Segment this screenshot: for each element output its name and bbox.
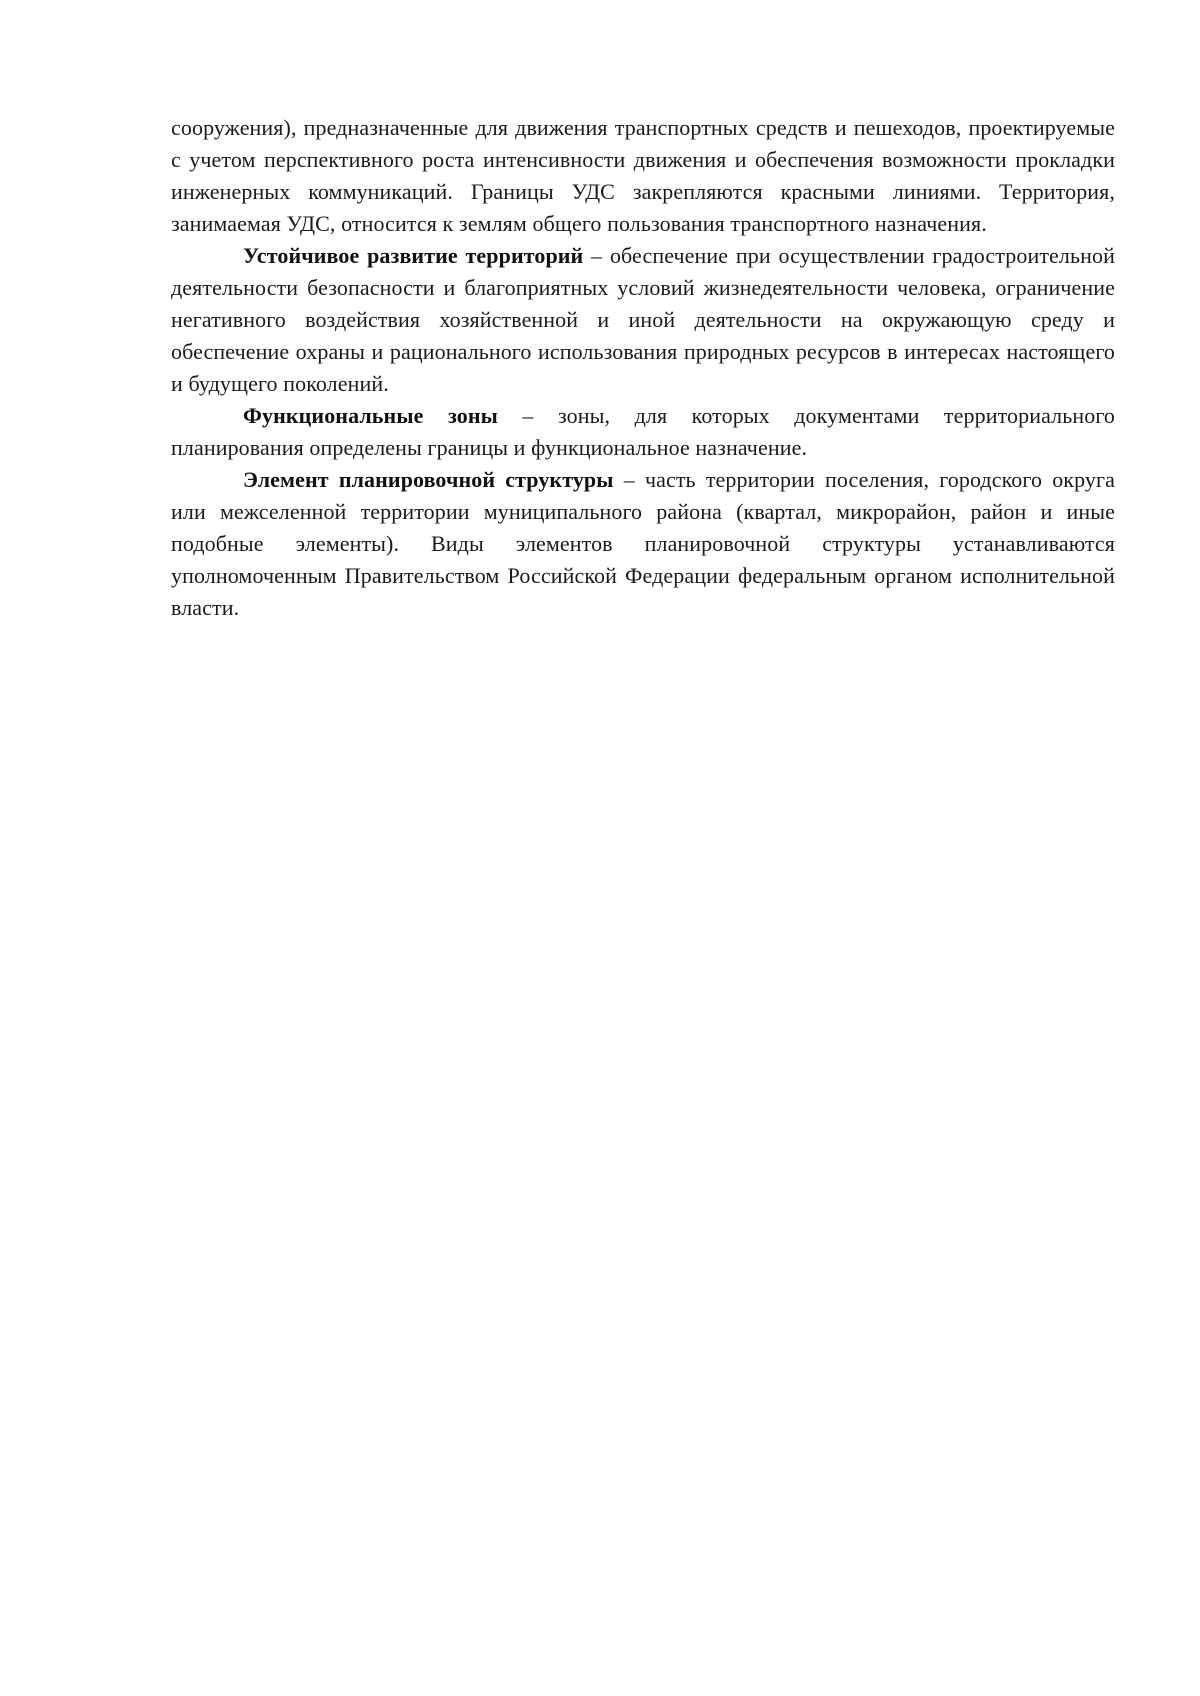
document-body bbox=[171, 112, 1115, 624]
term-sustainable-development: Устойчивое развитие территорий bbox=[243, 243, 584, 268]
definition-functional-zones: – зоны, для которых документами территориального планирования определены границы и функциональное назначение. bbox=[171, 403, 1115, 460]
definition-planning-structure-element: – часть территории поселения, городского округа или межселенной территории муниципального района (квартал, микрорайон, район и иные подобные элементы). Виды элементов планировочной структуры устанавливаются уполномоченным Правительством Российской Федерации федеральным органом исполнительной власти. bbox=[171, 467, 1115, 620]
term-planning-structure-element: Элемент планировочной структуры bbox=[243, 467, 614, 492]
paragraph-text: сооружения), предназначенные для движения транспортных средств и пешеходов, проектируемые с учетом перспективного роста интенсивности движения и обеспечения возможности прокладки инженерных коммуникаций. Границы УДС закрепляются красными линиями. Территория, занимаемая УДС, относится к землям общего пользования транспортного назначения. bbox=[171, 115, 1115, 236]
paragraph-uds-continuation bbox=[171, 112, 1115, 240]
paragraph-functional-zones bbox=[171, 400, 1115, 464]
paragraph-planning-structure-element bbox=[171, 464, 1115, 624]
definition-sustainable-development: – обеспечение при осуществлении градостроительной деятельности безопасности и благоприятных условий жизнедеятельности человека, ограничение негативного воздействия хозяйственной и иной деятельности на окружающую среду и обеспечение охраны и рационального использования природных ресурсов в интересах настоящего и будущего поколений. bbox=[171, 243, 1115, 396]
term-functional-zones: Функциональные зоны bbox=[243, 403, 498, 428]
paragraph-sustainable-development bbox=[171, 240, 1115, 400]
